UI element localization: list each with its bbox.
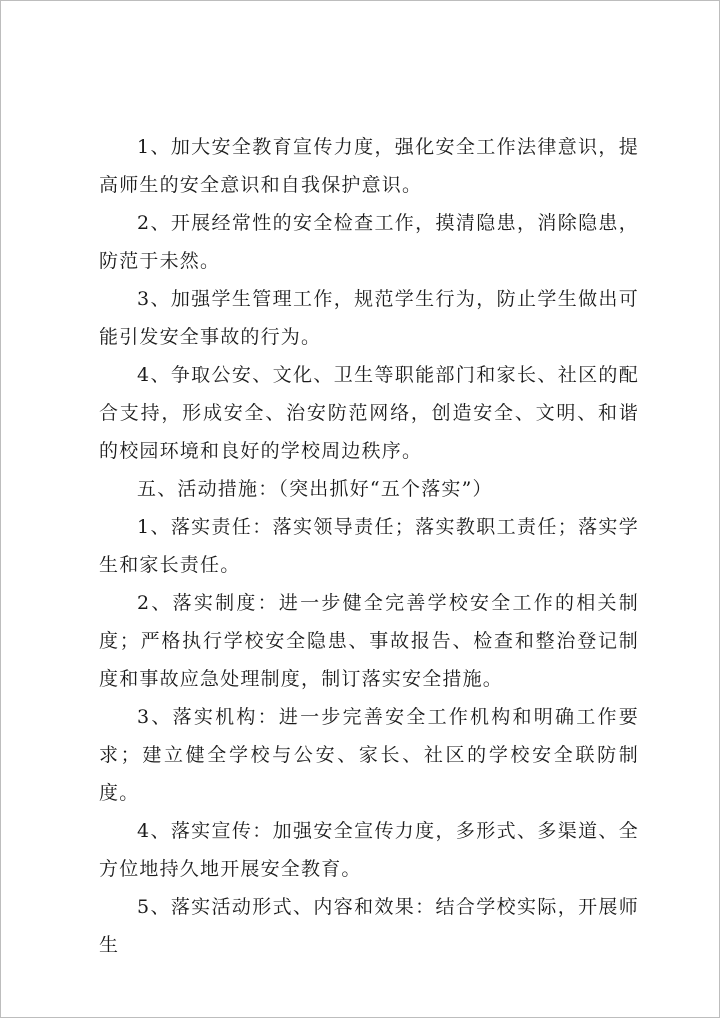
paragraph-measure-5: 5、落实活动形式、内容和效果：结合学校实际，开展师生 <box>99 896 639 956</box>
paragraph-measure-2: 2、落实制度：进一步健全完善学校安全工作的相关制度；严格执行学校安全隐患、事故报告、检查和整治登记制度和事故应急处理制度，制订落实安全措施。 <box>99 592 639 690</box>
paragraph-goal-1: 1、加大安全教育宣传力度，强化安全工作法律意识，提高师生的安全意识和自我保护意识。 <box>99 136 639 196</box>
document-body <box>99 128 639 964</box>
paragraph-goal-3: 3、加强学生管理工作，规范学生行为，防止学生做出可能引发安全事故的行为。 <box>99 288 639 348</box>
paragraph-measure-1: 1、落实责任：落实领导责任；落实教职工责任；落实学生和家长责任。 <box>99 516 639 576</box>
paragraph-measure-3: 3、落实机构：进一步完善安全工作机构和明确工作要求；建立健全学校与公安、家长、社区的学校安全联防制度。 <box>99 706 639 804</box>
paragraph-goal-2: 2、开展经常性的安全检查工作，摸清隐患，消除隐患，防范于未然。 <box>99 212 639 272</box>
paragraph-goal-4: 4、争取公安、文化、卫生等职能部门和家长、社区的配合支持，形成安全、治安防范网络，创造安全、文明、和谐的校园环境和良好的学校周边秩序。 <box>99 364 639 462</box>
paragraph-measure-4: 4、落实宣传：加强安全宣传力度，多形式、多渠道、全方位地持久地开展安全教育。 <box>99 820 639 880</box>
section-heading-measures: 五、活动措施：（突出抓好“五个落实”） <box>137 478 493 500</box>
